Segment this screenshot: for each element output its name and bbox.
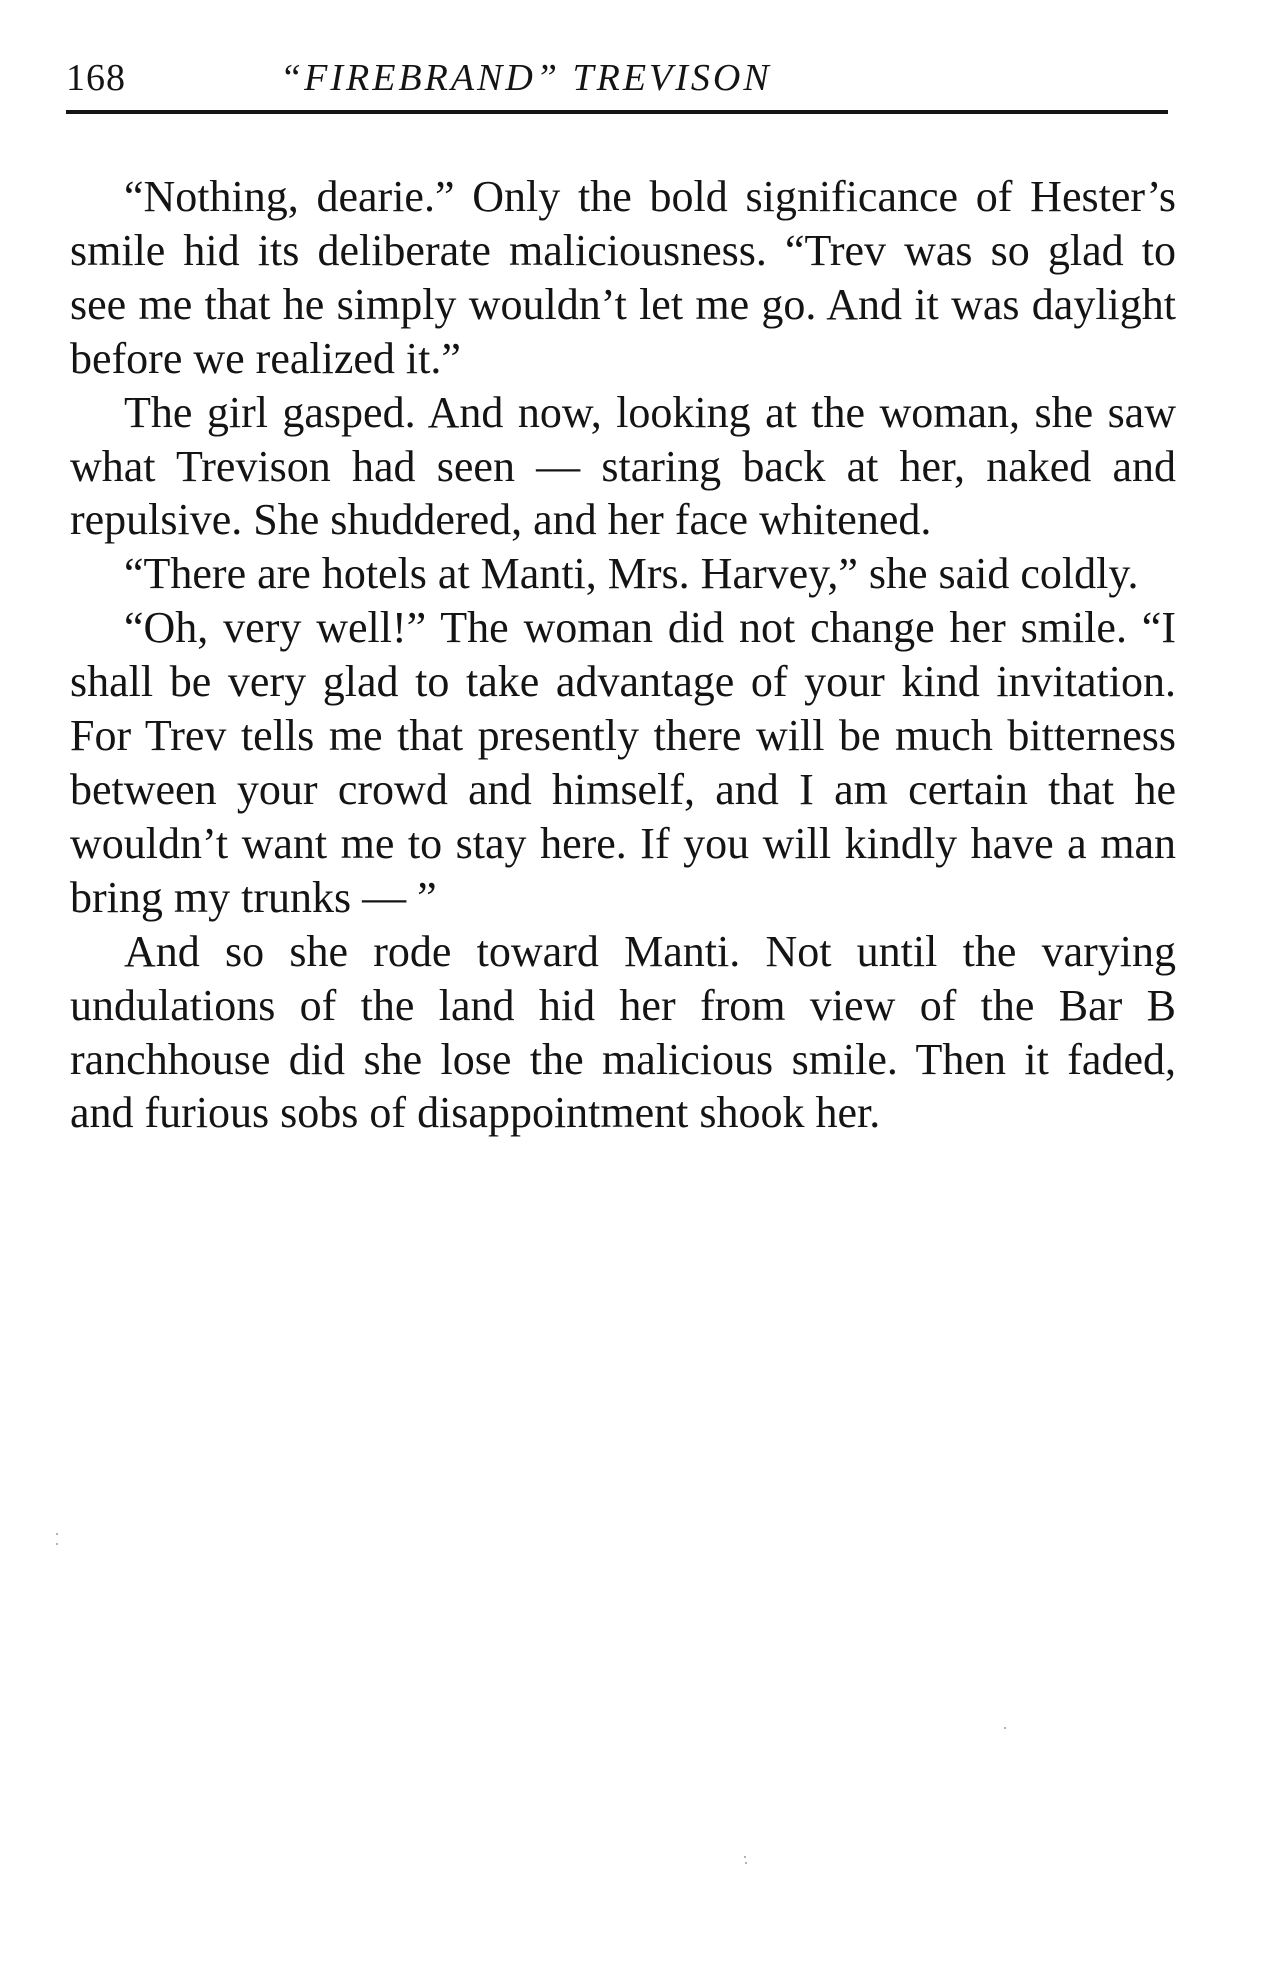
body-text xyxy=(70,170,1176,1140)
paper-speck xyxy=(745,1862,747,1864)
paragraph: “Nothing, dearie.” Only the bold significance of Hester’s smile hid its deliberate maliciousness. “Trev was so glad to see me that he simply wouldn’t let me go. And it was daylight before we realized it.” xyxy=(70,172,1176,383)
paragraph: “Oh, very well!” The woman did not change her smile. “I shall be very glad to take advantage of your kind invitation. For Trev tells me that presently there will be much bitterness between your crowd and himself, and I am certain that he wouldn’t want me to stay here. If you will kindly have a man bring my trunks — ” xyxy=(70,603,1176,922)
running-title: “FIREBRAND” TREVISON xyxy=(280,57,772,99)
paragraph: And so she rode toward Manti. Not until the varying undulations of the land hid her from view of the Bar B ranchhouse did she lose the malicious smile. Then it faded, and furious sobs of disappointment shook her. xyxy=(70,926,1176,1138)
paper-speck xyxy=(56,1543,58,1545)
paper-speck xyxy=(56,1533,58,1535)
running-head xyxy=(66,52,1168,114)
page-number: 168 xyxy=(66,57,126,99)
paper-speck xyxy=(744,1856,746,1858)
paper-speck xyxy=(1004,1727,1006,1729)
paragraph: “There are hotels at Manti, Mrs. Harvey,” she said coldly. xyxy=(124,549,1139,599)
paragraph: The girl gasped. And now, looking at the woman, she saw what Trevison had seen — staring back at her, naked and repulsive. She shuddered, and her face whitened. xyxy=(70,387,1176,545)
header-rule xyxy=(66,110,1168,114)
